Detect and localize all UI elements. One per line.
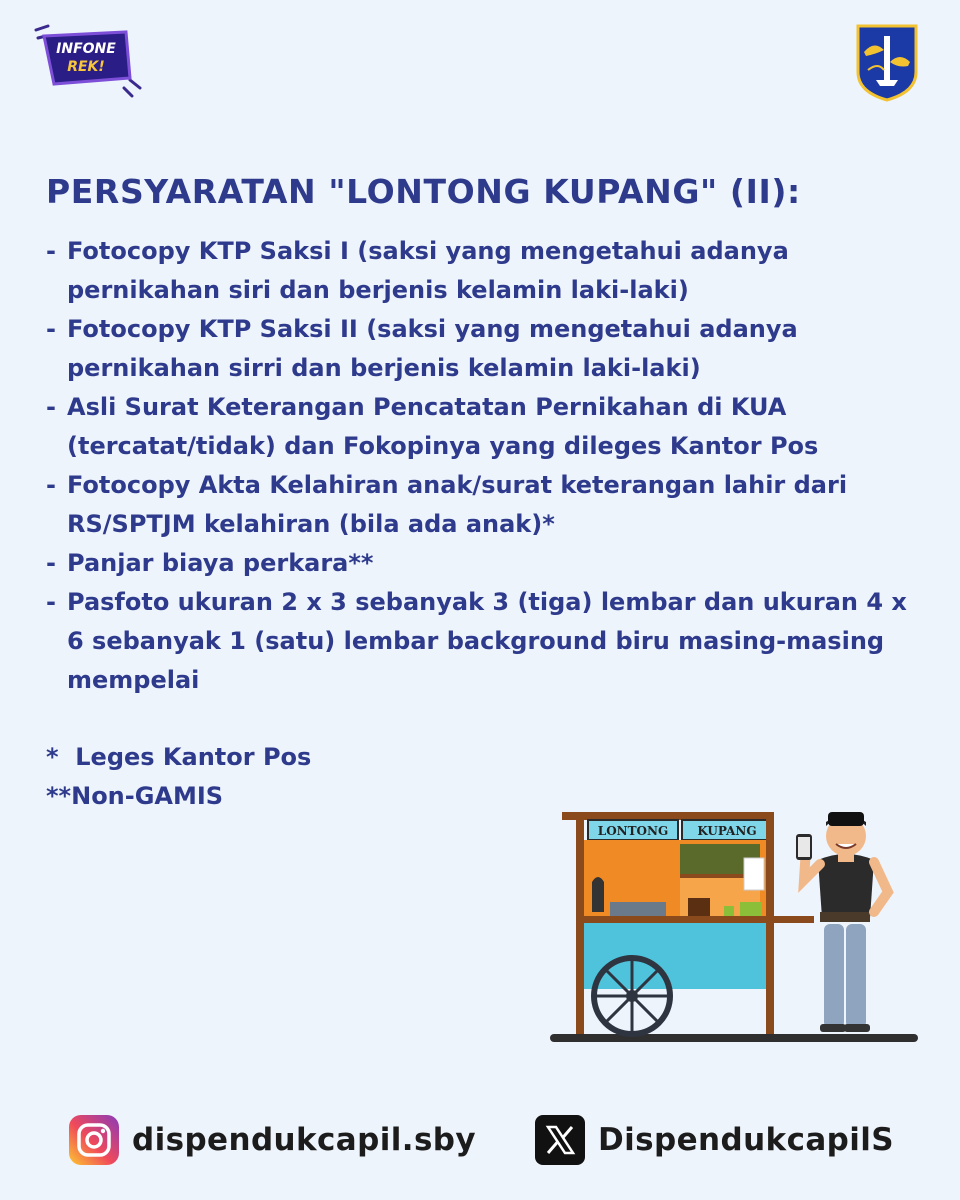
list-item-text: Asli Surat Keterangan Pencatatan Pernikahan di KUA (tercatat/tidak) dan Fokopinya yang dileges Kantor Pos xyxy=(67,393,819,460)
cart-sign-right: KUPANG xyxy=(697,824,757,838)
footnote-non-gamis: **Non-GAMIS xyxy=(46,782,224,810)
instagram-handle-text[interactable]: dispendukcapil.sby xyxy=(132,1122,476,1158)
x-logo-icon[interactable] xyxy=(534,1114,586,1166)
x-handle-text[interactable]: DispendukcapilS xyxy=(598,1122,895,1158)
infone-rek-logo xyxy=(34,22,142,98)
bullet-dash: - xyxy=(46,549,56,577)
instagram-handle[interactable] xyxy=(68,1112,476,1168)
bullet-dash: - xyxy=(46,393,56,421)
list-item xyxy=(46,466,926,544)
requirements-list xyxy=(46,232,926,700)
page-title: PERSYARATAN "LONTONG KUPANG" (II): xyxy=(46,172,801,211)
list-item xyxy=(46,583,926,700)
logo-line2: REK! xyxy=(67,59,105,75)
list-item xyxy=(46,232,926,310)
footnotes xyxy=(46,738,311,816)
instagram-icon[interactable] xyxy=(68,1114,120,1166)
list-item-text: Pasfoto ukuran 2 x 3 sebanyak 3 (tiga) lembar dan ukuran 4 x 6 sebanyak 1 (satu) lembar background biru masing-masing mempelai xyxy=(67,588,907,694)
list-item xyxy=(46,544,926,583)
list-item xyxy=(46,388,926,466)
bullet-dash: - xyxy=(46,237,56,265)
x-handle[interactable] xyxy=(534,1112,894,1168)
list-item-text: Panjar biaya perkara** xyxy=(67,549,374,577)
footnote-leges: * Leges Kantor Pos xyxy=(46,743,312,771)
logo-line1: INFONE xyxy=(56,41,116,57)
list-item-text: Fotocopy KTP Saksi II (saksi yang mengetahui adanya pernikahan sirri dan berjenis kelamin laki-laki) xyxy=(67,315,798,382)
list-item-text: Fotocopy Akta Kelahiran anak/surat keterangan lahir dari RS/SPTJM kelahiran (bila ada anak)* xyxy=(67,471,848,538)
bullet-dash: - xyxy=(46,471,56,499)
list-item xyxy=(46,310,926,388)
list-item-text: Fotocopy KTP Saksi I (saksi yang mengetahui adanya pernikahan siri dan berjenis kelamin laki-laki) xyxy=(67,237,789,304)
cart-sign-left: LONTONG xyxy=(597,824,669,838)
surabaya-crest xyxy=(854,22,920,102)
bullet-dash: - xyxy=(46,315,56,343)
food-cart-illustration xyxy=(540,800,930,1056)
bullet-dash: - xyxy=(46,588,56,616)
